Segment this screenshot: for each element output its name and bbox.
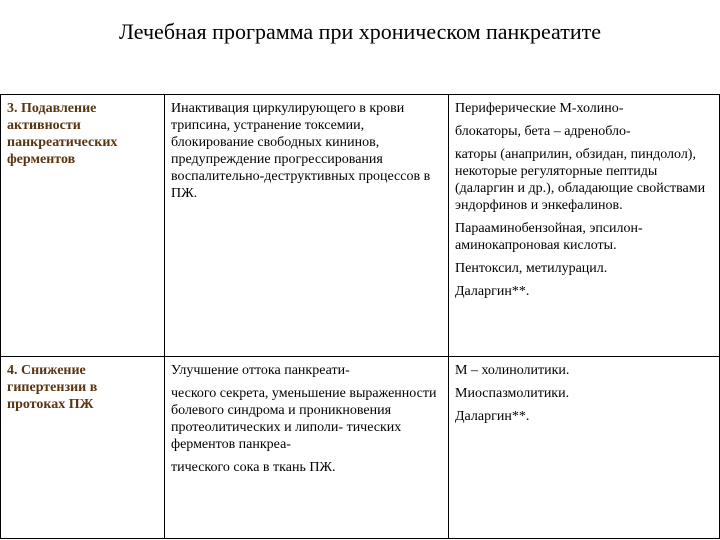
table-row [1,95,720,357]
slide-title: Лечебная программа при хроническом панкреатите [119,19,601,44]
treatment-table [0,94,720,539]
drugs-cell [449,357,720,539]
goal-cell: Инактивация циркулирующего в крови трипсина, устранение токсемии, блокирование свободных кининов, предупреждение прогрессирования воспалительно-деструктивных процессов в ПЖ. [165,95,449,357]
task-cell: 4. Снижение гипертензии в протоках ПЖ [1,357,165,539]
goal-cell [165,357,449,539]
goal-line: тического сока в ткань ПЖ. [171,460,336,475]
drugs-line: Миоспазмолитики. [455,386,570,401]
drugs-line: Пентоксил, метилурацил. [455,261,608,276]
drugs-cell [449,95,720,357]
drugs-line: каторы (анаприлин, обзидан, пиндолол), некоторые регуляторные пептиды (даларгин и др.), обладающие свойствами эндорфинов и энкефалинов. [455,147,706,213]
drugs-line: М – холинолитики. [455,363,570,378]
task-cell: 3. Подавление активности панкреатических ферментов [1,95,165,357]
drugs-line: Даларгин**. [455,409,530,424]
table-row [1,357,720,539]
goal-line: ческого секрета, уменьшение выраженности болевого синдрома и проникновения протеолитических и липоли- тических ферментов панкреа- [171,386,437,452]
goal-line: Улучшение оттока панкреати- [171,363,350,378]
drugs-line: Даларгин**. [455,284,530,299]
drugs-line: блокаторы, бета – адренобло- [455,124,631,139]
drugs-line: Парааминобензойная, эпсилон-аминокапроновая кислоты. [455,221,643,253]
drugs-line: Периферические М-холино- [455,101,624,116]
